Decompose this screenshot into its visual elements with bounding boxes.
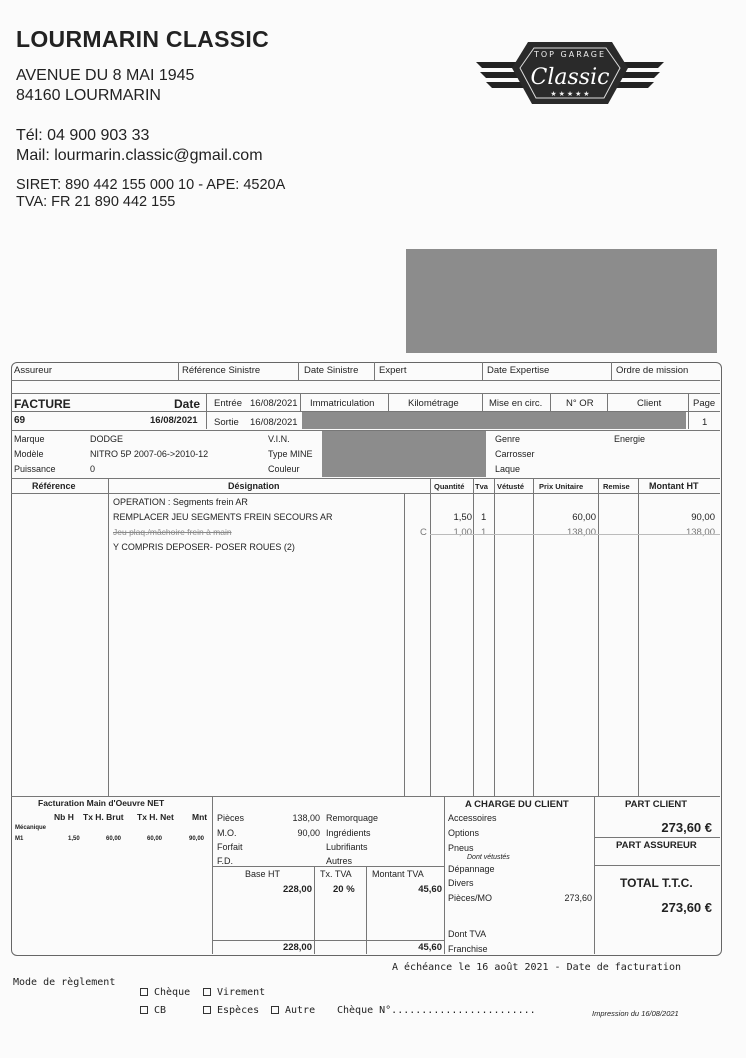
line-3-quantite: 1,00 [453,527,472,538]
payment-cheque-option[interactable] [140,987,190,998]
line-3-designation: Jeu plaq./mâchoire frein à main [113,527,232,537]
col-tva: Tva [475,482,488,491]
cb-label: CB [154,1005,167,1016]
line-3-flag: C [420,527,427,538]
options-label: Options [448,828,480,838]
montant-tva-value: 45,60 [418,884,442,895]
date-label: Date [174,397,201,411]
payment-cb-option[interactable] [140,1005,166,1016]
part-assureur-label: PART ASSUREUR [616,840,697,851]
type-mine-label: Type MINE [268,449,313,459]
col-designation: Désignation [228,481,280,491]
col-prix-unitaire: Prix Unitaire [539,482,584,491]
vin-label: V.I.N. [268,434,290,444]
dont-tva-label: Dont TVA [448,929,487,939]
company-phone: Tél: 04 900 903 33 [16,127,150,144]
autre-checkbox[interactable] [271,1006,279,1014]
facture-date: 16/08/2021 [150,415,198,426]
base-ht-total: 228,00 [282,942,312,953]
ref-sinistre-label: Référence Sinistre [182,365,261,376]
puissance-label: Puissance [14,464,56,474]
pneus-label: Pneus [448,843,474,853]
montant-tva-label: Montant TVA [372,869,424,879]
puissance-value: 0 [90,464,96,474]
redacted-recipient-address [406,249,717,353]
pieces-value: 138,00 [292,813,320,823]
tx-tva-label: Tx. TVA [320,869,352,879]
divers-label: Divers [448,878,474,888]
entree-label: Entrée [214,398,242,409]
company-name: LOURMARIN CLASSIC [16,26,269,52]
total-ttc-label: TOTAL T.T.C. [620,876,693,890]
company-address-line1: AVENUE DU 8 MAI 1945 [16,67,195,84]
base-ht-value: 228,00 [282,884,312,895]
line-3-montant: 138,00 [685,527,715,538]
remorquage-label: Remorquage [326,813,379,823]
payment-autre-option[interactable] [271,1005,315,1016]
line-3-prix: 138,00 [566,527,596,538]
franchise-label: Franchise [448,944,488,954]
modele-value: NITRO 5P 2007-06->2010-12 [90,449,209,459]
labour-category: Mécanique [15,825,47,831]
cheque-checkbox[interactable] [140,988,148,996]
client-label: Client [637,398,662,409]
line-4-designation: Y COMPRIS DEPOSER- POSER ROUES (2) [113,542,295,552]
line-2-designation: REMPLACER JEU SEGMENTS FREIN SECOURS AR [113,512,333,522]
facture-label: FACTURE [14,397,71,411]
cheque-label: Chèque [154,987,191,998]
payment-virement-option[interactable] [203,987,265,998]
ingredients-label: Ingrédients [326,828,371,838]
autre-label: Autre [285,1005,316,1016]
especes-label: Espèces [217,1005,260,1016]
entree-date: 16/08/2021 [250,398,298,409]
client-charge-title: A CHARGE DU CLIENT [465,799,569,810]
col-remise: Remise [603,482,630,491]
company-email: Mail: lourmarin.classic@gmail.com [16,147,263,164]
lubrifiants-label: Lubrifiants [326,842,368,852]
facture-number: 69 [14,415,26,426]
ordre-mission-label: Ordre de mission [616,365,689,376]
page-label: Page [693,398,716,409]
line-2-tva: 1 [481,512,487,523]
svg-text:★ ★ ★ ★ ★: ★ ★ ★ ★ ★ [550,91,590,98]
logo-script-text: Classic [530,65,610,90]
col-montant-ht: Montant HT [649,481,699,491]
assureur-label: Assureur [14,365,53,376]
couleur-label: Couleur [268,464,300,474]
line-2-prix: 60,00 [572,512,596,523]
labour-code: M1 [15,836,24,842]
laque-label: Laque [495,464,521,474]
logo-top-text: TOP GARAGE [533,50,607,59]
sortie-date: 16/08/2021 [250,417,298,428]
tx-tva-value: 20 % [333,884,355,895]
forfait-label: Forfait [217,842,243,852]
marque-label: Marque [14,434,45,444]
dont-vetustes-label: Dont vétustés [467,854,510,861]
line-2-quantite: 1,50 [453,512,472,523]
energie-label: Energie [614,434,646,444]
line-3-tva: 1 [481,527,487,538]
virement-checkbox[interactable] [203,988,211,996]
echeance-text: A échéance le 16 août 2021 - Date de facturation [392,962,681,973]
col-vetuste: Vétusté [497,482,525,491]
page-number: 1 [702,417,708,428]
line-1-designation: OPERATION : Segments frein AR [113,497,248,507]
top-garage-classic-logo [470,28,670,114]
company-address-line2: 84160 LOURMARIN [16,87,161,104]
depannage-label: Dépannage [448,864,495,874]
mo-value: 90,00 [297,828,320,838]
mo-label: M.O. [217,828,237,838]
impression-date: Impression du 16/08/2021 [592,1009,679,1018]
fd-label: F.D. [217,856,234,866]
virement-label: Virement [217,987,266,998]
labour-nb: 1,50 [68,836,80,842]
carrosser-label: Carrosser [495,449,535,459]
labour-header-tx-net: Tx H. Net [137,812,174,822]
pieces-mo-label: Pièces/MO [448,893,493,903]
cb-checkbox[interactable] [140,1006,148,1014]
pieces-mo-value: 273,60 [564,893,592,903]
kilometrage-label: Kilométrage [408,398,459,409]
montant-tva-total: 45,60 [418,942,442,953]
labour-brut: 60,00 [106,836,122,842]
labour-header-mnt: Mnt [192,812,208,822]
total-ttc-value: 273,60 € [661,900,712,915]
part-client-value: 273,60 € [661,820,712,835]
expert-label: Expert [379,365,407,376]
autres-label: Autres [326,856,353,866]
line-2-montant: 90,00 [691,512,715,523]
labour-net: 60,00 [147,836,163,842]
especes-checkbox[interactable] [203,1006,211,1014]
cheque-number-field[interactable]: Chèque N°........................ [337,1005,536,1016]
date-expertise-label: Date Expertise [487,365,550,376]
modele-label: Modèle [14,449,44,459]
genre-label: Genre [495,434,521,444]
labour-header-nb-h: Nb H [54,812,74,822]
part-client-label: PART CLIENT [625,799,688,810]
redacted-vehicle-identifiers [302,411,686,429]
sortie-label: Sortie [214,417,239,428]
company-siret: SIRET: 890 442 155 000 10 - APE: 4520A [16,177,286,193]
payment-especes-option[interactable] [203,1005,259,1016]
redacted-vin [322,431,486,477]
mode-reglement-label: Mode de règlement [13,977,116,988]
col-quantite: Quantité [434,482,465,491]
accessoires-label: Accessoires [448,813,497,823]
company-tva: TVA: FR 21 890 442 155 [16,194,176,210]
labour-header-tx-brut: Tx H. Brut [83,812,124,822]
pieces-label: Pièces [217,813,245,823]
base-ht-label: Base HT [245,869,281,879]
labour-mnt: 90,00 [189,836,205,842]
n-or-label: N° OR [566,398,594,409]
marque-value: DODGE [90,434,124,444]
mise-en-circ-label: Mise en circ. [489,398,543,409]
date-sinistre-label: Date Sinistre [304,365,359,376]
immatriculation-label: Immatriculation [310,398,375,409]
col-reference: Référence [32,481,76,491]
labour-title: Facturation Main d'Oeuvre NET [38,798,165,808]
